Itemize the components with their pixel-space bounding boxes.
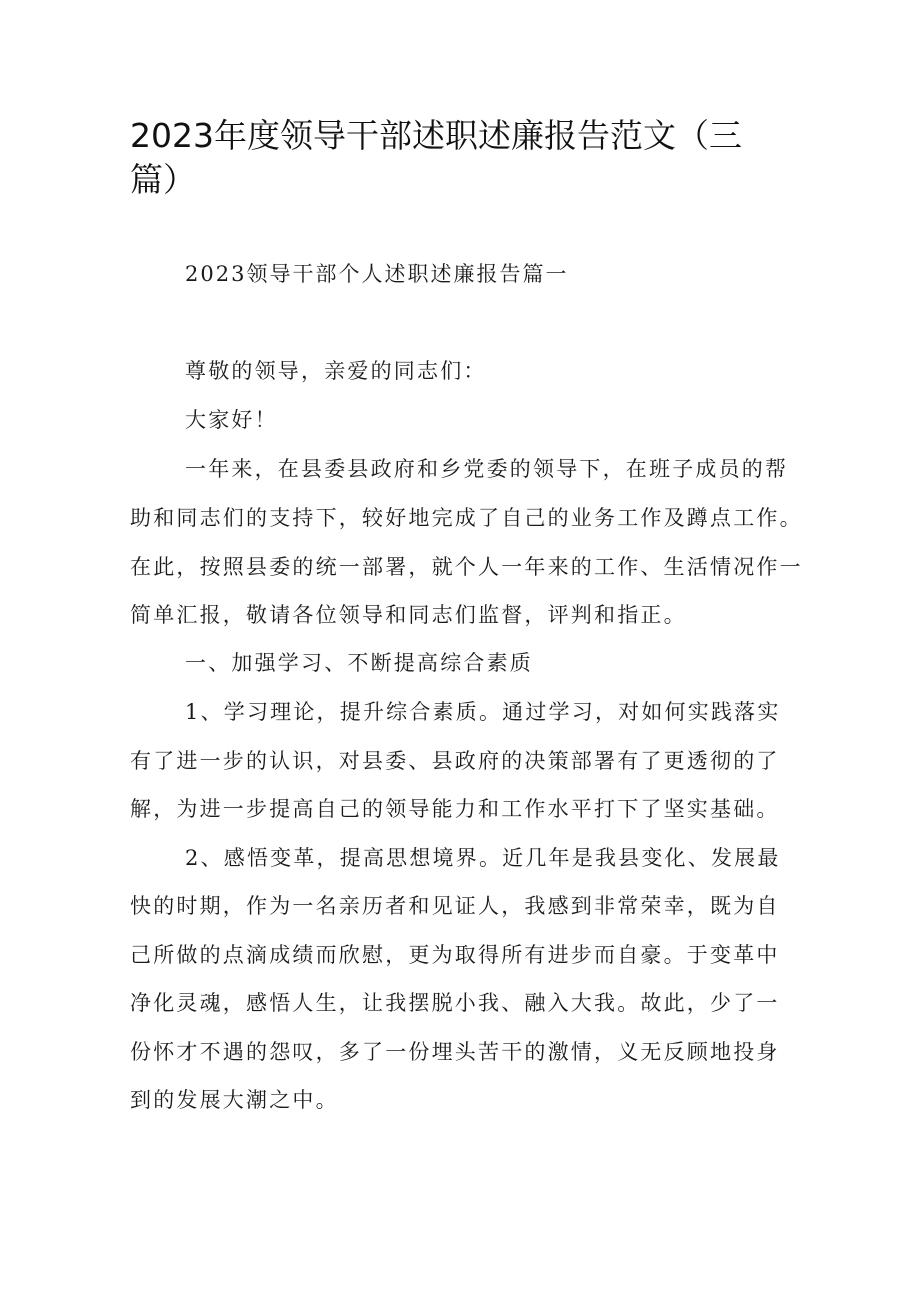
- section-subtitle: 2023领导干部个人述职述廉报告篇一: [185, 262, 569, 286]
- paragraph-line: 份怀才不遇的怨叹，多了一份埋头苦干的激情，义无反顾地投身: [130, 1040, 780, 1064]
- paragraph-line: 简单汇报，敬请各位领导和同志们监督，评判和指正。: [130, 603, 687, 627]
- paragraph-line: 在此，按照县委的统一部署，就个人一年来的工作、生活情况作一: [130, 555, 803, 579]
- greeting-line: 大家好！: [185, 408, 278, 432]
- paragraph-line: 己所做的点滴成绩而欣慰，更为取得所有进步而自豪。于变革中: [130, 943, 780, 967]
- paragraph-line: 有了进一步的认识，对县委、县政府的决策部署有了更透彻的了: [130, 749, 780, 773]
- document-title: 2023年度领导干部述职述廉报告范文（三篇）: [130, 116, 742, 199]
- section-heading: 一、加强学习、不断提高综合素质: [185, 651, 533, 675]
- salutation-line: 尊敬的领导，亲爱的同志们：: [185, 359, 487, 383]
- paragraph-line: 解，为进一步提高自己的领导能力和工作水平打下了坚实基础。: [130, 797, 780, 821]
- paragraph-line: 1、学习理论，提升综合素质。通过学习，对如何实践落实: [185, 700, 781, 724]
- paragraph-line: 一年来，在县委县政府和乡党委的领导下，在班子成员的帮: [185, 457, 789, 481]
- paragraph-line: 2、感悟变革，提高思想境界。近几年是我县变化、发展最: [185, 846, 781, 870]
- paragraph-line: 助和同志们的支持下，较好地完成了自己的业务工作及蹲点工作。: [130, 506, 803, 530]
- paragraph-line: 快的时期，作为一名亲历者和见证人，我感到非常荣幸，既为自: [130, 894, 780, 918]
- paragraph-line: 到的发展大潮之中。: [130, 1088, 339, 1112]
- paragraph-line: 净化灵魂，感悟人生，让我摆脱小我、融入大我。故此，少了一: [130, 991, 780, 1015]
